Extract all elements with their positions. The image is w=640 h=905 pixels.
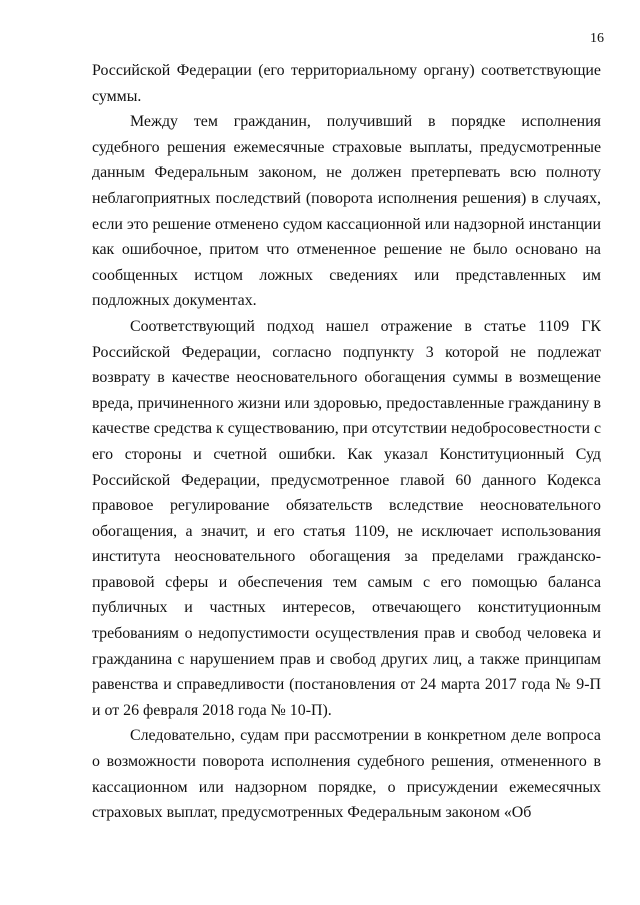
paragraph-article-1109: Соответствующий подход нашел отражение в статье 1109 ГК Российской Федерации, согласно подпункту 3 которой не подлежат возврату в качестве неосновательного обогащения суммы в возмещение вреда, причиненного жизни или здоровью, предоставленные гражданину в качестве средства к существованию, при отсутствии недобросовестности с его стороны и счетной ошибки. Как указал Конституционный Суд Российской Федерации, предусмотренное главой 60 данного Кодекса правовое регулирование обязательств вследствие неосновательного обогащения, а значит, и его статья 1109, не исключает использования института неосновательного обогащения за пределами гражданско-правовой сферы и обеспечения тем самым с его помощью баланса публичных и частных интересов, отвечающего конституционным требованиям о недопустимости осуществления прав и свобод человека и гражданина с нарушением прав и свобод других лиц, а также принципам равенства и справедливости (постановления от 24 марта 2017 года № 9-П и от 26 февраля 2018 года № 10-П). xyxy=(92,317,601,719)
paragraph-consequences: Между тем гражданин, получивший в порядке исполнения судебного решения ежемесячные страховые выплаты, предусмотренные данным Федеральным законом, не должен претерпевать всю полноту неблагоприятных последствий (поворота исполнения решения) в случаях, если это решение отменено судом кассационной или надзорной инстанции как ошибочное, притом что отмененное решение не было основано на сообщенных истцом ложных сведениях или представленных им подложных документах. xyxy=(92,113,601,310)
paragraph-continuation: Российской Федерации (его территориальному органу) соответствующие суммы. xyxy=(92,62,601,105)
document-body xyxy=(92,58,601,826)
page-number: 16 xyxy=(590,31,604,46)
paragraph-courts-conclusion: Следовательно, судам при рассмотрении в конкретном деле вопроса о возможности поворота исполнения судебного решения, отмененного в кассационном или надзорном порядке, о присуждении ежемесячных страховых выплат, предусмотренных Федеральным законом «Об xyxy=(92,727,601,822)
